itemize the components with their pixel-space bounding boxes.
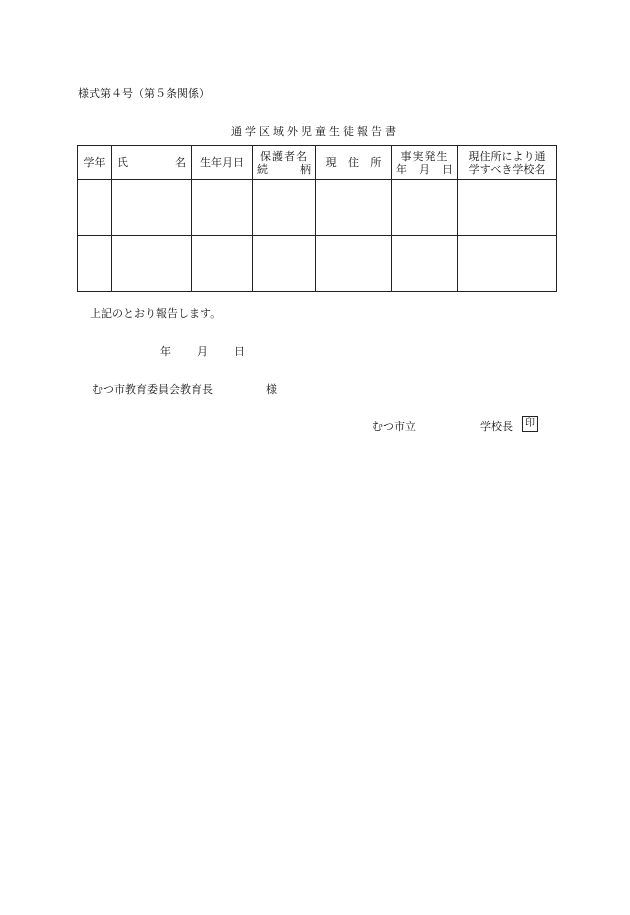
principal-label: 学校長 bbox=[480, 420, 513, 433]
cell-name[interactable] bbox=[112, 180, 192, 236]
report-table bbox=[77, 145, 557, 292]
header-name-part2: 名 bbox=[175, 156, 186, 169]
addressee-honorific: 様 bbox=[266, 383, 277, 396]
header-assigned-school bbox=[458, 146, 557, 180]
header-grade bbox=[78, 146, 112, 180]
header-event-date bbox=[392, 146, 458, 180]
header-grade-label: 学年 bbox=[83, 156, 106, 169]
header-event-month: 月 bbox=[419, 162, 430, 176]
header-address-part3: 所 bbox=[370, 156, 382, 169]
cell-school[interactable] bbox=[458, 236, 557, 292]
cell-grade[interactable] bbox=[78, 180, 112, 236]
cell-event-date[interactable] bbox=[392, 180, 458, 236]
header-birthdate bbox=[192, 146, 253, 180]
table-row bbox=[78, 236, 557, 292]
header-address-part2: 住 bbox=[347, 156, 359, 169]
cell-grade[interactable] bbox=[78, 236, 112, 292]
header-school-line2: 学すべき学校名 bbox=[468, 162, 546, 176]
cell-address[interactable] bbox=[316, 180, 392, 236]
date-line bbox=[160, 343, 245, 359]
closing-statement: 上記のとおり報告します。 bbox=[90, 307, 222, 320]
document-title: 通学区域外児童生徒報告書 bbox=[231, 125, 399, 138]
header-event-day: 日 bbox=[442, 162, 453, 176]
table-row bbox=[78, 180, 557, 236]
header-event-line1: 事実発生 bbox=[400, 149, 449, 163]
cell-birthdate[interactable] bbox=[192, 236, 253, 292]
header-guardian-line2a: 続 bbox=[257, 162, 268, 176]
seal-stamp-box: 印 bbox=[522, 416, 538, 432]
header-guardian-line1: 保護者名 bbox=[260, 149, 308, 163]
form-number: 様式第４号（第５条関係） bbox=[78, 87, 210, 100]
cell-birthdate[interactable] bbox=[192, 180, 253, 236]
header-name bbox=[112, 146, 192, 180]
addressee: むつ市教育委員会教育長 bbox=[92, 383, 213, 396]
header-guardian-line2b: 柄 bbox=[300, 162, 311, 176]
table-header-row bbox=[78, 146, 557, 180]
cell-guardian[interactable] bbox=[253, 236, 316, 292]
header-guardian bbox=[253, 146, 316, 180]
cell-name[interactable] bbox=[112, 236, 192, 292]
cell-guardian[interactable] bbox=[253, 180, 316, 236]
cell-school[interactable] bbox=[458, 180, 557, 236]
header-event-year: 年 bbox=[396, 162, 407, 176]
date-day-label: 日 bbox=[234, 345, 245, 358]
school-city-label: むつ市立 bbox=[372, 420, 416, 433]
header-name-part1: 氏 bbox=[117, 156, 128, 169]
header-school-line1: 現住所により通 bbox=[468, 149, 546, 163]
date-year-label: 年 bbox=[160, 345, 171, 358]
cell-event-date[interactable] bbox=[392, 236, 458, 292]
header-birthdate-label: 生年月日 bbox=[200, 156, 244, 169]
header-address-part1: 現 bbox=[325, 156, 337, 169]
header-address bbox=[316, 146, 392, 180]
cell-address[interactable] bbox=[316, 236, 392, 292]
date-month-label: 月 bbox=[197, 345, 208, 358]
